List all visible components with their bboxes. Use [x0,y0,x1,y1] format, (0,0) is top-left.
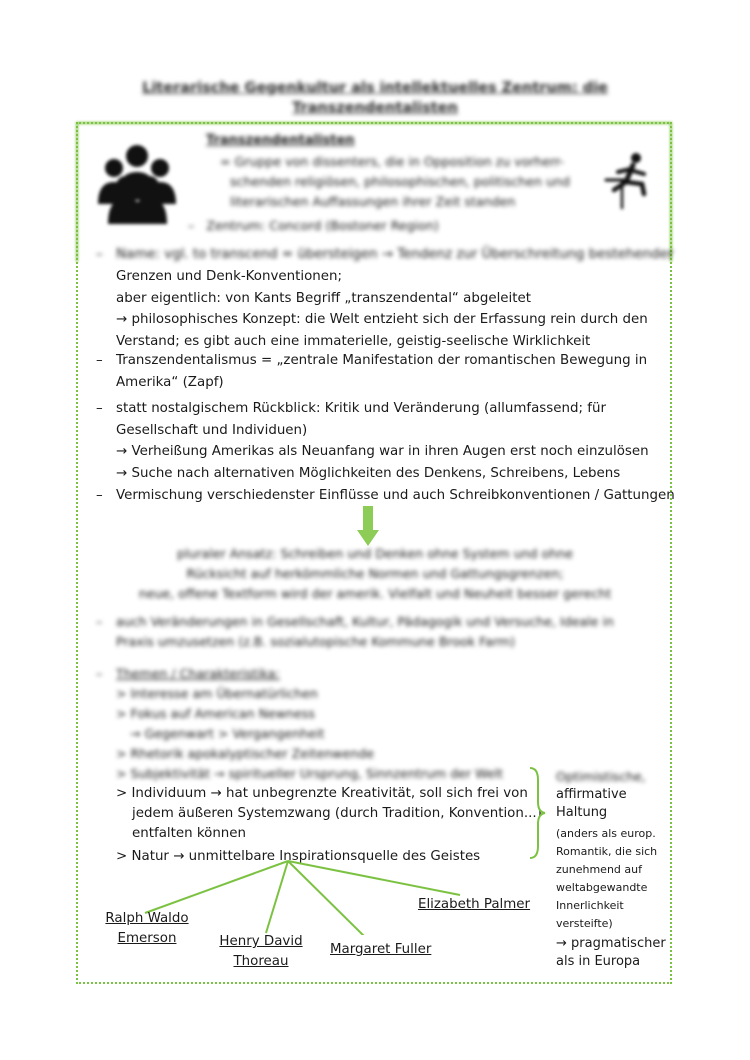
page-title [0,78,750,118]
manifest-line: Amerika“ (Zapf) [116,374,224,390]
side-note-line: versteifte) [556,917,613,930]
theme-item: > Rhetorik apokalyptischer Zeitenwende [116,746,374,761]
theme-item: → Gegenwart > Vergangenheit [130,726,325,741]
side-note-line: weltabgewandte [556,881,648,894]
bullet-dash: – [96,247,103,262]
theme-item: > Subjektivität → spiritueller Ursprung, Sinnzentrum der Welt [116,766,504,781]
bullet-dash: – [96,666,103,681]
name-line: Verstand; es gibt auch eine immaterielle, geistig-seelische Wirklichkeit [116,333,591,349]
side-note [556,768,666,971]
name-block [116,266,648,352]
definition-line: schenden religiösen, philosophischen, politischen und [230,174,570,189]
plural-block [90,544,660,604]
critique-line: → Suche nach alternativen Möglichkeiten des Denkens, Schreibens, Lebens [116,465,621,481]
author-name-line: Thoreau [233,954,289,969]
side-note-line: Optimistische, [556,769,646,784]
transzendentalisten-heading: Transzendentalisten [206,133,355,148]
side-note-line: Romantik, die sich [556,845,658,858]
changes-line: auch Veränderungen in Gesellschaft, Kultur, Pädagogik und Versuche, Ideale in [116,614,614,629]
critique-block [116,398,649,484]
critique-line: Gesellschaft und Individuen) [116,422,308,438]
theme-item: jedem äußeren Systemzwang (durch Tradition, Konvention...) [132,806,542,821]
author-palmer: Elizabeth Palmer [418,897,531,912]
definition-block [220,152,570,212]
bullet-dash: – [96,401,103,416]
bullet-dash: – [96,488,103,503]
bullet-dash: – [96,614,103,629]
theme-item: entfalten können [132,826,247,841]
definition-line: = Gruppe von dissenters, die in Opposition zu vorherr- [220,154,564,169]
themes-list-blurred [116,684,503,784]
theme-item: > Fokus auf American Newness [116,706,315,721]
name-line-1: Name: vgl. to transcend = übersteigen → Tendenz zur Überschreitung bestehender [116,247,674,262]
author-name-line: Ralph Waldo [105,911,189,926]
hurdle-runner-icon [600,150,660,210]
plural-line: Rücksicht auf herkömmliche Normen und Gattungsgrenzen; [186,566,564,581]
green-down-arrow-icon [357,506,379,546]
curly-brace-icon [528,766,546,860]
title-line-2: Transzendentalisten [292,100,458,116]
title-line-1: Literarische Gegenkultur als intellektuelles Zentrum: die [142,80,608,96]
theme-item: > Interesse am Übernatürlichen [116,686,318,701]
author-thoreau [214,932,308,972]
definition-line: literarischen Auffassungen ihrer Zeit standen [230,194,516,209]
themes-heading-text: Themen / Charakteristika: [116,666,280,681]
center-text: Zentrum: Concord (Bostoner Region) [206,218,439,233]
plural-line: pluraler Ansatz: Schreiben und Denken ohne System und ohne [177,546,573,561]
side-note-line: als in Europa [556,954,641,969]
critique-line: statt nostalgischem Rückblick: Kritik und Veränderung (allumfassend; für [116,401,606,416]
author-name-line: Henry David [219,934,303,949]
people-group-icon [92,140,182,226]
critique-line: → Verheißung Amerikas als Neuanfang war in ihren Augen erst noch einzulösen [116,444,649,459]
changes-block [116,612,614,652]
center-line [188,216,439,236]
name-line: aber eigentlich: von Kants Begriff „transzendental“ abgeleitet [116,290,531,306]
side-note-line: (anders als europ. [556,827,656,840]
name-line: → philosophisches Konzept: die Welt entzieht sich der Erfassung rein durch den [116,312,648,327]
side-note-line: → pragmatischer [556,936,666,951]
manifest-line: Transzendentalismus = „zentrale Manifestation der romantischen Bewegung in [116,353,648,368]
theme-item: > Natur → unmittelbare Inspirationsquelle des Geistes [116,849,481,864]
side-note-line: Innerlichkeit [556,899,624,912]
name-line: Grenzen und Denk-Konventionen; [116,269,343,284]
side-note-line: zunehmend auf [556,863,642,876]
plural-line: neue, offene Textform wird der amerik. Vielfalt und Neuheit besser gerecht [138,586,612,601]
bullet-dash: – [188,218,207,233]
bullet-dash: – [96,353,103,368]
side-note-line: affirmative [556,787,627,802]
author-emerson [100,909,194,949]
side-note-line: Haltung [556,805,608,820]
theme-item: > Individuum → hat unbegrenzte Kreativität, soll sich frei von [116,786,528,801]
changes-line: Praxis umzusetzen (z.B. sozialutopische Kommune Brook Farm) [116,634,516,649]
themes-heading [116,664,280,684]
author-fuller: Margaret Fuller [330,942,432,957]
manifest-block [116,350,647,393]
author-name-line: Emerson [117,931,177,946]
mix-line: Vermischung verschiedenster Einflüsse und auch Schreibkonventionen / Gattungen [116,488,675,503]
